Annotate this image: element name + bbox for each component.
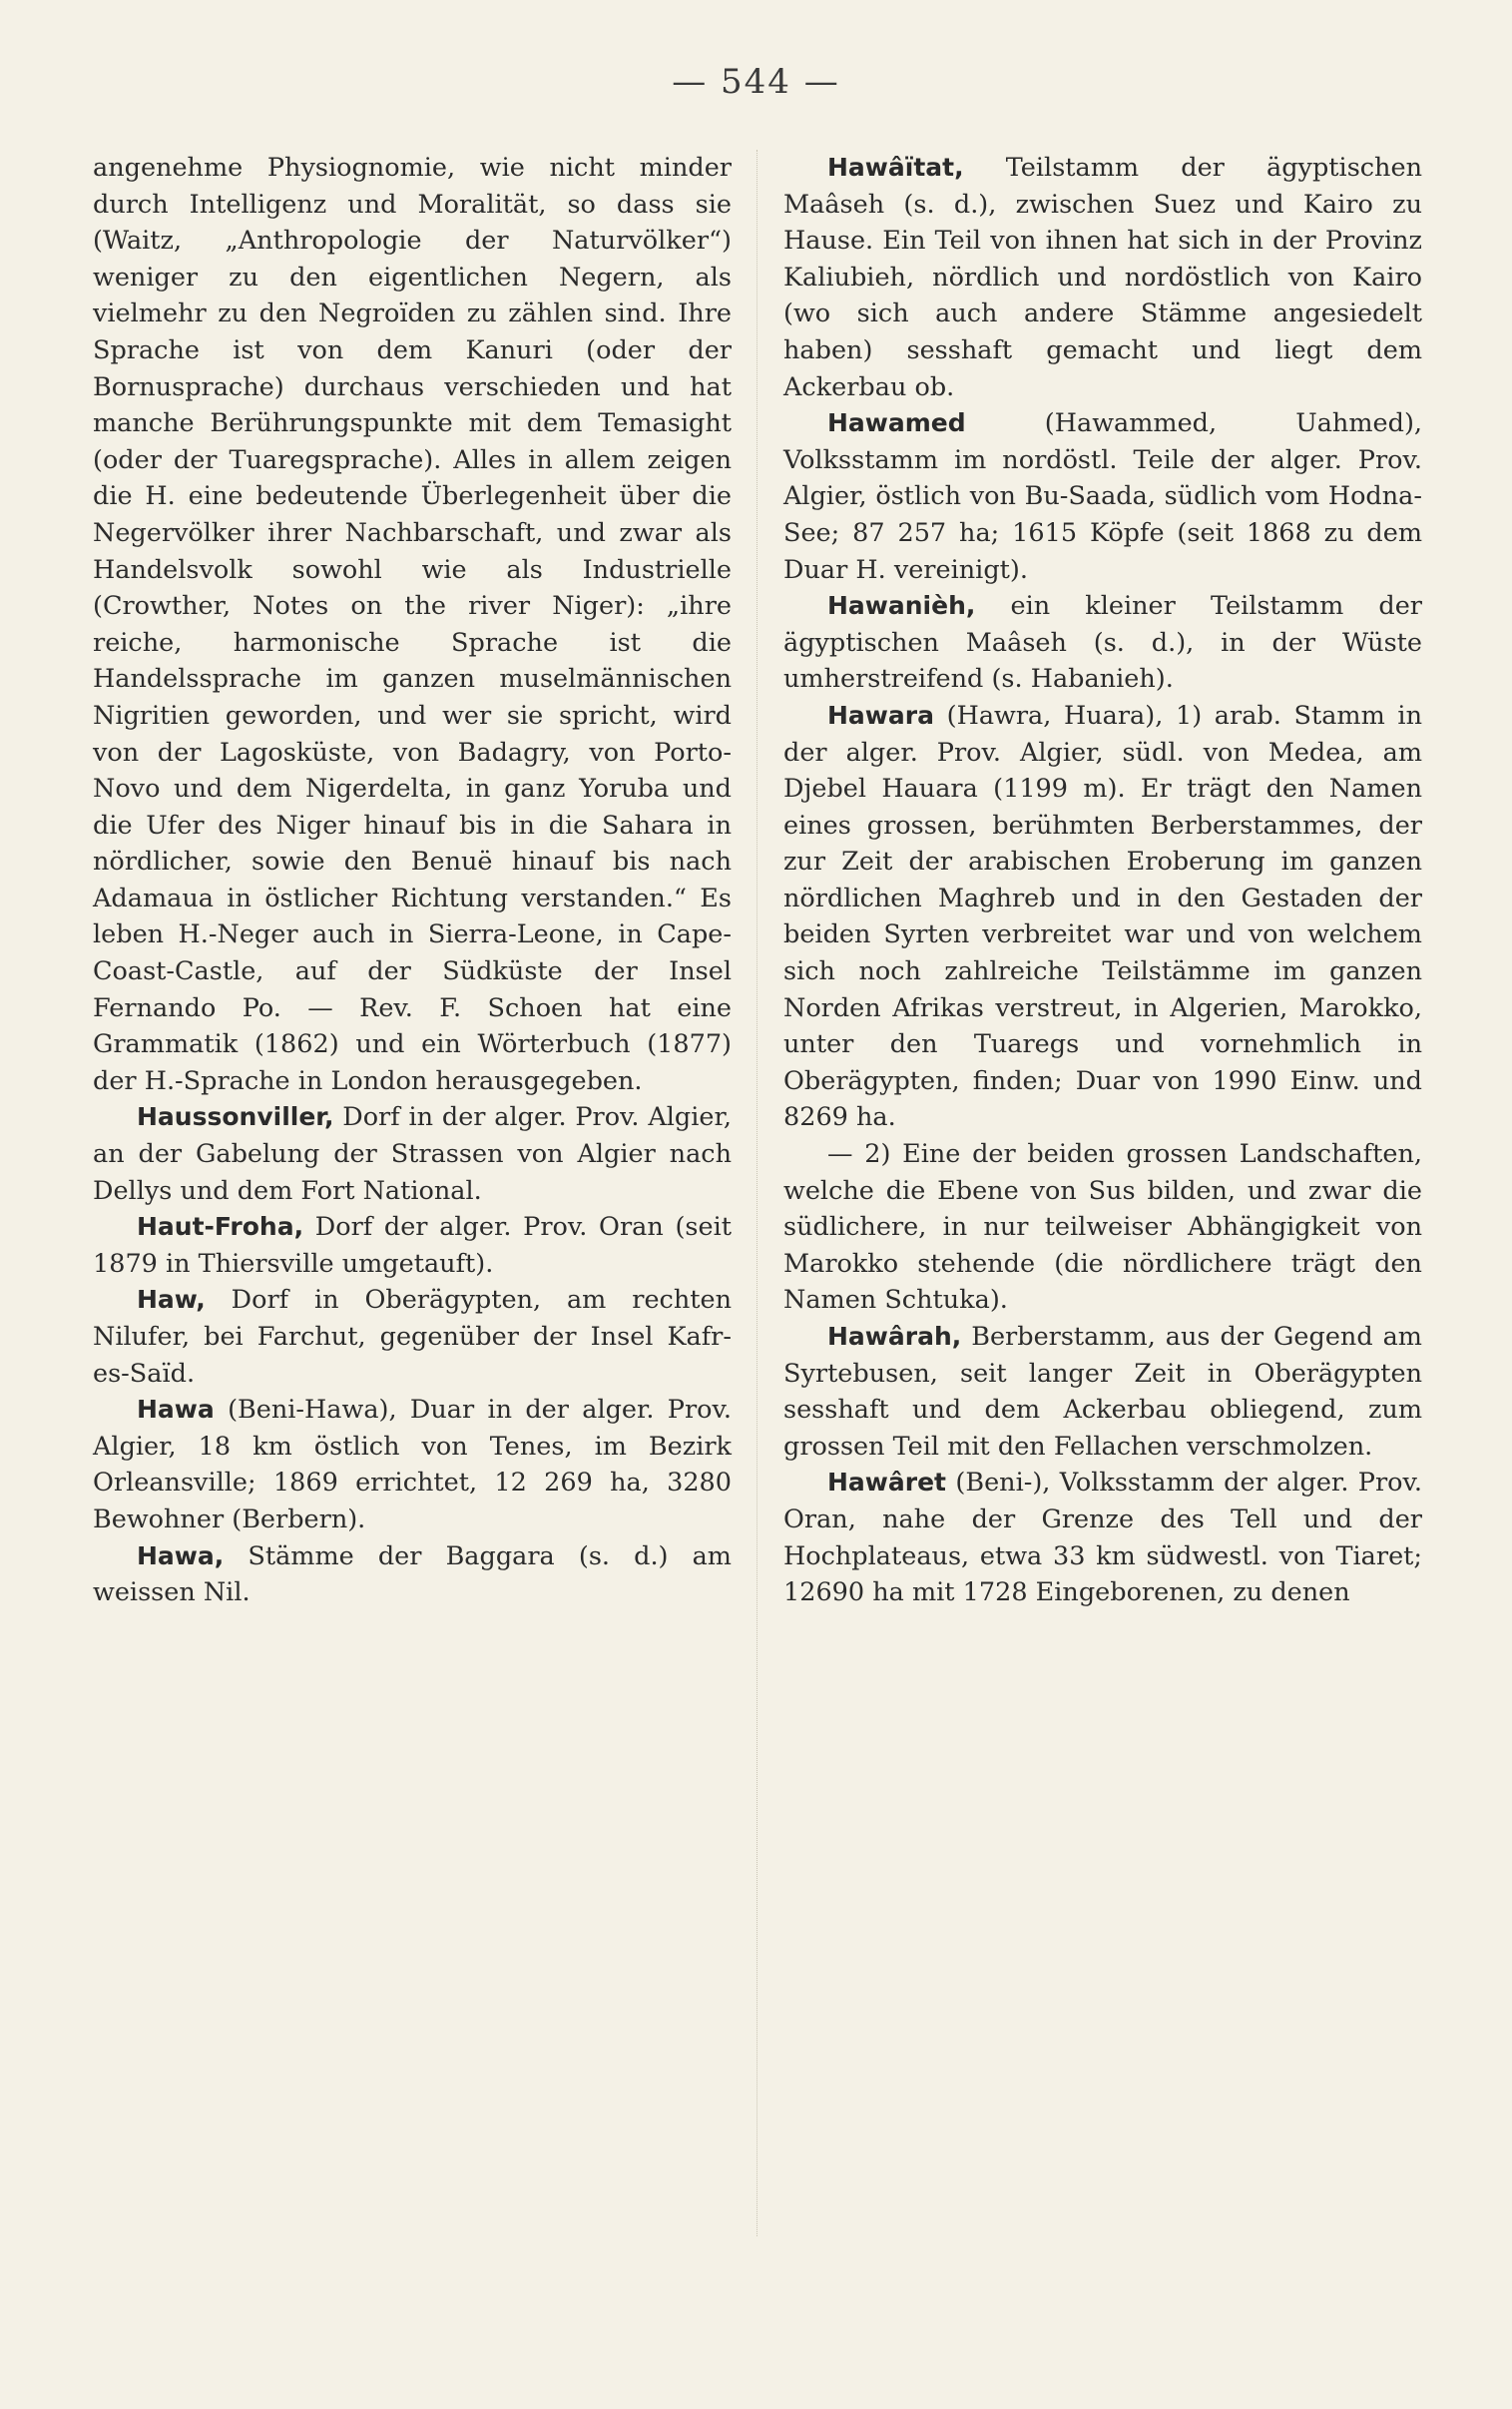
page-number: — 544 — (672, 62, 840, 102)
right-column (783, 150, 1422, 1611)
entry-lemma: Hawara (827, 700, 934, 730)
entry-text: Dorf der alger. Prov. Oran (seit 1879 in Thiersville umgetauft). (93, 1212, 732, 1279)
entry-lemma: Hawamed (827, 408, 966, 438)
entry-lemma: Hawâïtat, (827, 153, 964, 182)
entry-haut-froha (93, 1209, 732, 1282)
entry-hawaret (783, 1465, 1422, 1610)
entry-haw (93, 1282, 732, 1392)
entry-haussonviller (93, 1099, 732, 1209)
entry-hawarah (783, 1319, 1422, 1465)
continuation-paragraph: angenehme Physiognomie, wie nicht minder durch Intelligenz und Moralität, so dass sie (Waitz, „Anthropologie der Naturvölker“) weniger zu den eigentlichen Negern, als vielmehr zu den Negroïden zu zählen sind. Ihre Sprache ist von dem Kanuri (oder der Bornusprache) durchaus verschieden und hat manche Berührungspunkte mit dem Temasight (oder der Tuaregsprache). Alles in allem zeigen die H. eine bedeutende Überlegenheit über die Negervölker ihrer Nachbarschaft, und zwar als Handelsvolk sowohl wie als Industrielle (Crowther, Notes on the river Niger): „ihre reiche, harmonische Sprache ist die Handelssprache im ganzen muselmännischen Nigritien geworden, und wer sie spricht, wird von der Lagosküste, von Badagry, von Porto-Novo und dem Nigerdelta, in ganz Yoruba und die Ufer des Niger hinauf bis in die Sahara in nördlicher, sowie den Benuë hinauf bis nach Adamaua in östlicher Richtung verstanden.“ Es leben H.-Neger auch in Sierra-Leone, in Cape-Coast-Castle, auf der Südküste der Insel Fernando Po. — Rev. F. Schoen hat eine Grammatik (1862) und ein Wörterbuch (1877) der H.-Sprache in London herausgegeben. (93, 153, 732, 1096)
entry-lemma: Hawa (137, 1395, 215, 1425)
entry-text: Dorf in Oberägypten, am rechten Nilufer, bei Farchut, gegenüber der Insel Kafr-es-Saïd. (93, 1285, 732, 1389)
entry-text: ein kleiner Teilstamm der ägyptischen Maâseh (s. d.), in der Wüste umherstreifend (s. Habanieh). (783, 591, 1422, 695)
entry-text: (Beni-Hawa), Duar in der alger. Prov. Algier, 18 km östlich von Tenes, im Bezirk Orleansville; 1869 errichtet, 12 269 ha, 3280 Bewohner (Berbern). (93, 1395, 732, 1534)
entry-lemma: Hawâret (827, 1468, 946, 1498)
entry-text: Teilstamm der ägyptischen Maâseh (s. d.), zwischen Suez und Kairo zu Hause. Ein Teil von ihnen hat sich in der Provinz Kaliubieh, nördlich und nordöstlich von Kairo (wo sich auch andere Stämme angesiedelt haben) sesshaft gemacht und liegt dem Ackerbau ob. (783, 153, 1422, 402)
entry-lemma: Hawanièh, (827, 591, 976, 621)
entry-lemma: Haussonviller, (137, 1102, 334, 1132)
entry-hawa-baggara (93, 1538, 732, 1611)
entry-text: (Hawra, Huara), 1) arab. Stamm in der alger. Prov. Algier, südl. von Medea, am Djebel Hauara (1199 m). Er trägt den Namen eines grossen, berühmten Berberstammes, der zur Zeit der arabischen Eroberung im ganzen nördlichen Maghreb und in den Gestaden der beiden Syrten verbreitet war und von welchem sich noch zahlreiche Teilstämme im ganzen Norden Afrikas verstreut, in Algerien, Marokko, unter den Tuaregs und vornehmlich in Oberägypten, finden; Duar von 1990 Einw. und 8269 ha. (783, 700, 1422, 1133)
entry-text: (Hawammed, Uahmed), Volksstamm im nordöstl. Teile der alger. Prov. Algier, östlich von Bu-Saada, südlich vom Hodna-See; 87 257 ha; 1615 Köpfe (seit 1868 zu dem Duar H. vereinigt). (783, 408, 1422, 585)
entry-lemma: Hawa, (137, 1540, 225, 1570)
entry-hawa-duar (93, 1392, 732, 1537)
entry-text: Stämme der Baggara (s. d.) am weissen Nil. (93, 1540, 732, 1608)
entry-lemma: Hawârah, (827, 1322, 962, 1351)
left-column (93, 150, 732, 1611)
entry-lemma: Haw, (137, 1285, 206, 1315)
entry-text: (Beni-), Volksstamm der alger. Prov. Oran, nahe der Grenze des Tell und der Hochplateaus, etwa 33 km südwestl. von Tiaret; 12690 ha mit 1728 Eingeborenen, zu denen (783, 1468, 1422, 1608)
entry-hawara-sub: — 2) Eine der beiden grossen Landschaften, welche die Ebene von Sus bilden, und zwar die südlichere, in nur teilweiser Abhängigkeit von Marokko stehende (die nördlichere trägt den Namen Schtuka). (783, 1139, 1422, 1316)
entry-hawara (783, 698, 1422, 1136)
entry-hawaitat (783, 150, 1422, 405)
entry-text: Dorf in der alger. Prov. Algier, an der Gabelung der Strassen von Algier nach Dellys und dem Fort National. (93, 1102, 732, 1206)
entry-hawamed (783, 405, 1422, 588)
entry-hawanieh (783, 588, 1422, 698)
entry-lemma: Haut-Froha, (137, 1212, 304, 1242)
entry-text: Berberstamm, aus der Gegend am Syrtebusen, seit langer Zeit in Oberägypten sesshaft und dem Ackerbau obliegend, zum grossen Teil mit den Fellachen verschmolzen. (783, 1322, 1422, 1462)
